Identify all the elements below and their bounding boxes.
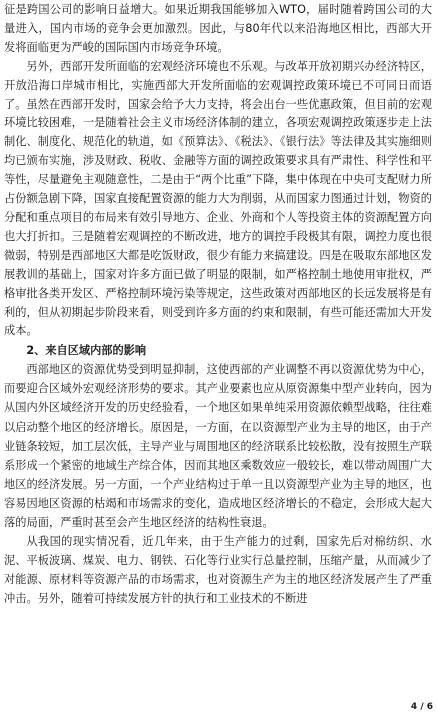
section-heading: 2、来自区域内部的影响 xyxy=(26,344,147,358)
page-number: 4 / 6 xyxy=(410,702,433,712)
paragraph: 征是跨国公司的影响日益增大。如果近期我国能够加入WTO，届时随着跨国公司的大量进入，国内市场的竞争会更加激烈。因此，与80年代以来沿海地区相比，西部大开发将面临更为严峻的国际国内市场竞争环境。 xyxy=(4,3,432,54)
document-body xyxy=(4,1,432,608)
paragraph: 西部地区的资源优势受到明显抑制，这使西部的产业调整不再以资源优势为中心，而要迎合区域外宏观经济形势的要求。其产业要素也应从原资源集中型产业转向，因为从国内外区域经济开发的历史经验看，一个地区如果单纯采用资源依赖型战略，往往难以启动整个地区的经济增长。原因是，一方面，在以资源型产业为主导的地区，由于产业链条较短，加工层次低，主导产业与周围地区的经济联系比较松散，没有按照生产联系形成一个紧密的地域生产综合体，因而其地区乘数效应一般较长，难以带动周围广大地区的经济发展。另一方面，一个产业结构过于单一且以资源型产业为主导的地区，也容易因地区资源的枯竭和市场需求的变化，造成地区经济增长的不稳定，会形成大起大落的局面，严重时甚至会产生地区经济的结构性衰退。 xyxy=(4,363,432,529)
paragraph: 从我国的现实情况看，近几年来，由于生产能力的过剩，国家先后对棉纺织、水泥、平板波璃、煤炭、电力、钢铁、石化等行业实行总量控制，压缩产量，从而减少了对能源、原材料等资源产品的市场需求，也对资源生产为主的地区经济发展产生了严重冲击。另外，随着可持续发展方针的执行和工业技术的不断进 xyxy=(4,534,432,605)
paragraph: 另外，西部开发所面临的宏观经济环境也不乐观。与改革开放初期兴办经济特区，开放沿海口岸城市相比，实施西部大开发所面临的宏观调控政策环境已不可同日而语了。虽然在西部开发时，国家会给予大力支持，将会出台一些优惠政策，但目前的宏观环境比较困难，一是随着社会主义市场经济体制的建立，各项宏观调控政策逐步走上法制化、制度化、规范化的轨道，如《预算法》、《税法》、《银行法》等法律及其实施细则均已颁布实施，涉及财政、税收、金融等方面的调控政策要求具有严肃性、科学性和平等性，尽量避免主观随意性，二是由于“两个比重”下降，集中体现在中央可支配财力所占份额急剧下降，国家直接配置资源的能力大为削弱，从而国家力图通过计划，物资的分配和重点项目的布局来有效引导地方、企业、外商和个人等投资主体的资源配置方向也大打折扣。三是随着宏观调控的不断改进，地方的调控手段极其有限，调控力度也很微弱，特别是西部地区大都是吃饭财政，很少有能力来搞建设。四是在吸取东部地区发展教训的基础上，国家对许多方面已做了明显的限制，如严格控制土地使用审批权，严格审批各类开发区、严格控制环境污染等规定，这些政策对西部地区的长远发展将是有利的，但从初期起步阶段来看，则受到许多方面的约束和限制，有些可能还需加大开发成本。 xyxy=(4,59,432,338)
